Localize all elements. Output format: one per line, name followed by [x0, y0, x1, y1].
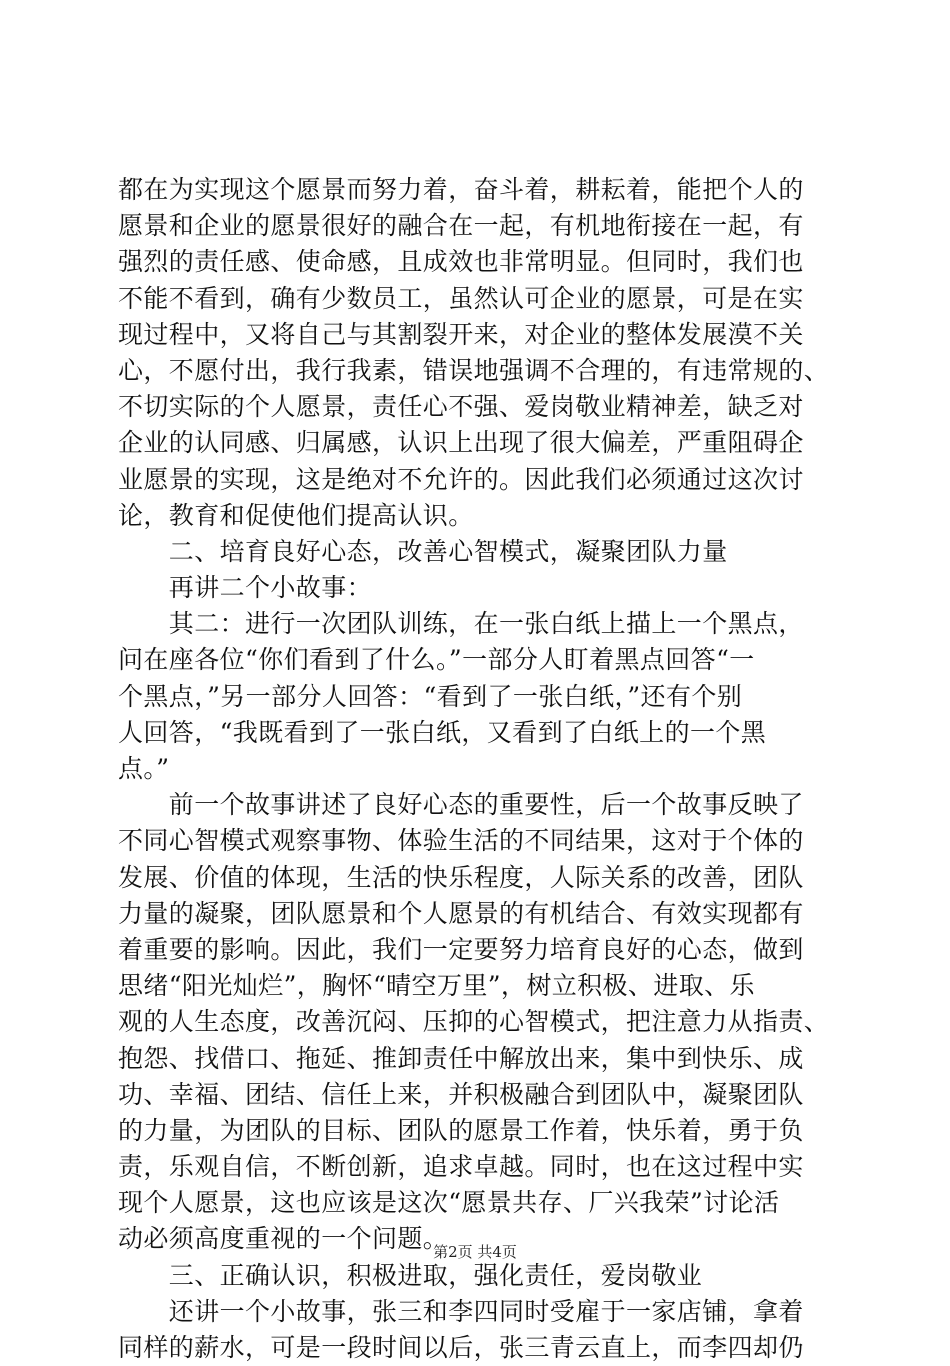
text-line: 动必须高度重视的一个问题。	[118, 1224, 449, 1254]
text-line: 论，教育和促使他们提高认识。	[118, 500, 474, 530]
text-line: 强烈的责任感、使命感，且成效也非常明显。但同时，我们也	[118, 247, 804, 277]
text-line: 发展、价值的体现，生活的快乐程度，人际关系的改善，团队	[118, 862, 804, 892]
text-line: 其二：进行一次团队训练，在一张白纸上描上一个黑点，	[118, 609, 804, 639]
text-line: 还讲一个小故事，张三和李四同时受雇于一家店铺，拿着	[118, 1296, 804, 1326]
text-line: 个黑点，”另一部分人回答：“看到了一张白纸，”还有个别	[118, 681, 743, 711]
text-line: 再讲二个小故事：	[118, 573, 373, 603]
text-line: 不切实际的个人愿景，责任心不强、爱岗敬业精神差，缺乏对	[118, 392, 804, 422]
text-line: 思绪“阳光灿烂”，胸怀“晴空万里”，树立积极、进取、乐	[118, 971, 755, 1001]
text-line: 同样的薪水，可是一段时间以后，张三青云直上，而李四却仍	[118, 1333, 804, 1362]
text-line: 现过程中，又将自己与其割裂开来，对企业的整体发展漠不关	[118, 319, 804, 349]
text-line: 前一个故事讲述了良好心态的重要性，后一个故事反映了	[118, 790, 804, 820]
text-line: 抱怨、找借口、拖延、推卸责任中解放出来，集中到快乐、成	[118, 1043, 804, 1073]
text-line: 二、培育良好心态，改善心智模式，凝聚团队力量	[118, 536, 728, 566]
text-line: 责，乐观自信，不断创新，追求卓越。同时，也在这过程中实	[118, 1152, 804, 1182]
text-line: 观的人生态度，改善沉闷、压抑的心智模式，把注意力从指责、	[118, 1007, 830, 1037]
text-line: 人回答，“我既看到了一张白纸，又看到了白纸上的一个黑	[118, 717, 767, 747]
text-line: 点。”	[118, 754, 170, 783]
text-line: 不能不看到，确有少数员工，虽然认可企业的愿景，可是在实	[118, 283, 804, 313]
text-line: 不同心智模式观察事物、体验生活的不同结果，这对于个体的	[118, 826, 804, 856]
text-line: 功、幸福、团结、信任上来，并积极融合到团队中，凝聚团队	[118, 1079, 804, 1109]
text-line: 三、正确认识，积极进取，强化责任，爱岗敬业	[118, 1260, 703, 1290]
page-footer: 第2页 共4页	[433, 1243, 517, 1261]
text-line: 着重要的影响。因此，我们一定要努力培育良好的心态，做到	[118, 934, 804, 964]
text-line: 的力量，为团队的目标、团队的愿景工作着，快乐着，勇于负	[118, 1115, 804, 1145]
text-line: 都在为实现这个愿景而努力着，奋斗着，耕耘着，能把个人的	[118, 175, 804, 204]
text-line: 问在座各位“你们看到了什么。”一部分人盯着黑点回答“一	[118, 645, 755, 675]
body-text	[118, 172, 838, 1366]
text-line: 业愿景的实现，这是绝对不允许的。因此我们必须通过这次讨	[118, 464, 804, 494]
text-line: 力量的凝聚，团队愿景和个人愿景的有机结合、有效实现都有	[118, 898, 804, 928]
text-line: 企业的认同感、归属感，认识上出现了很大偏差，严重阻碍企	[118, 428, 804, 458]
text-line: 愿景和企业的愿景很好的融合在一起，有机地衔接在一起，有	[118, 211, 804, 241]
text-line: 现个人愿景，这也应该是这次“愿景共存、厂兴我荣”讨论活	[118, 1188, 780, 1218]
text-line: 心，不愿付出，我行我素，错误地强调不合理的，有违常规的、	[118, 355, 830, 385]
